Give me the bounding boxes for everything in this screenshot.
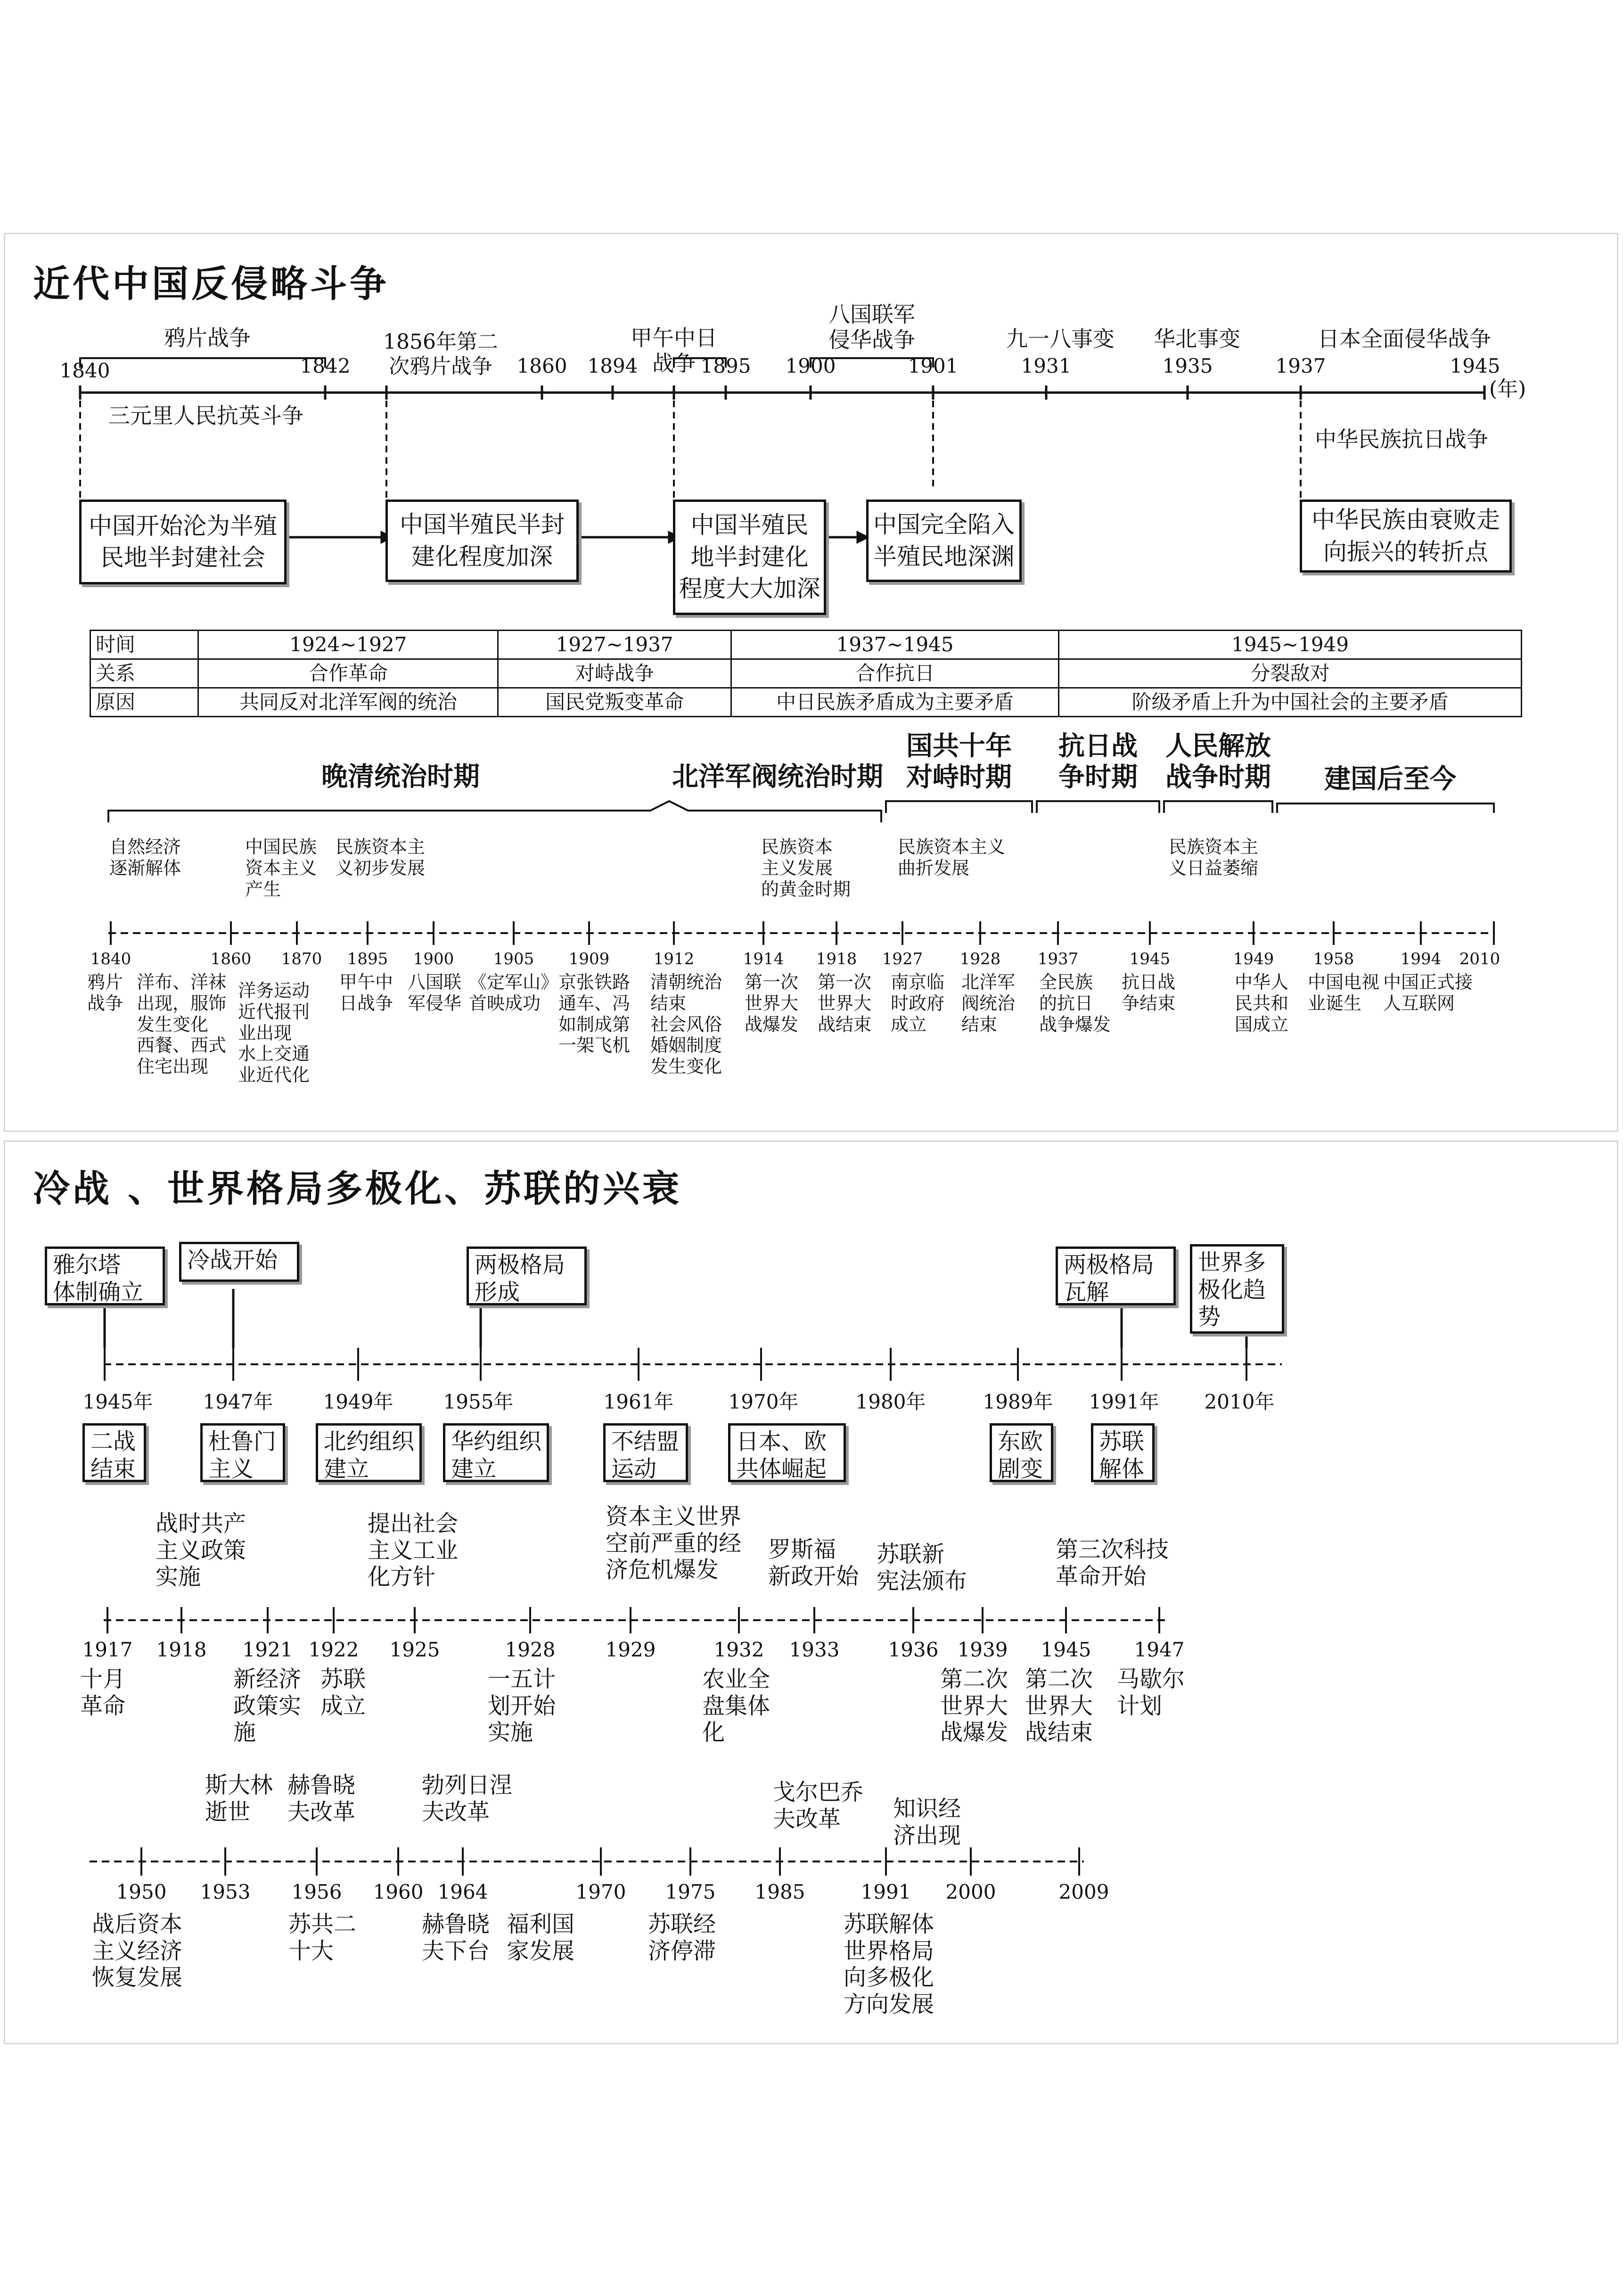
year-label: 1989年 <box>983 1390 1053 1413</box>
row-header: 原因 <box>90 688 198 717</box>
year-label: 1947 <box>1134 1638 1185 1661</box>
year-label: 1860 <box>210 950 252 968</box>
year-label: 1922 <box>308 1638 359 1661</box>
event-label: 资本主义世界 空前严重的经 济危机爆发 <box>606 1503 742 1583</box>
event-label: 农业全 盘集体 化 <box>702 1666 771 1746</box>
cold-war-top-box: 世界多 极化趋 势 <box>1190 1244 1284 1334</box>
event-full-invasion: 日本全面侵华战争 <box>1318 326 1491 352</box>
event-label: 福利国 家发展 <box>507 1911 575 1964</box>
year-label: 1842 <box>300 354 351 377</box>
period-label: 人民解放 战争时期 <box>1165 730 1271 793</box>
event-label: 一五计 划开始 实施 <box>488 1666 556 1746</box>
table-cell: 1937~1945 <box>731 631 1059 659</box>
year-label: 1953 <box>200 1880 251 1903</box>
table-cell: 阶级矛盾上升为中国社会的主要矛盾 <box>1059 688 1522 717</box>
year-label: 1970 <box>575 1880 626 1903</box>
period-label: 抗日战 争时期 <box>1058 730 1138 793</box>
event-label: 中华人 民共和 国成立 <box>1235 972 1289 1035</box>
year-label: 1956 <box>291 1880 342 1903</box>
year-label: 1909 <box>568 950 610 968</box>
event-label: 战后资本 主义经济 恢复发展 <box>92 1911 183 1991</box>
year-label: 1970年 <box>728 1390 799 1413</box>
consequence-box: 中国完全陷入 半殖民地深渊 <box>866 500 1022 582</box>
year-label: 1945 <box>1129 950 1171 968</box>
economy-note: 自然经济 逐渐解体 <box>109 836 181 878</box>
year-label: 1961年 <box>603 1390 674 1413</box>
table-cell: 国民党叛变革命 <box>498 688 731 717</box>
event-label: 新经济 政策实 施 <box>233 1666 302 1746</box>
year-label: 1918 <box>156 1638 207 1661</box>
event-label: 洋布、洋袜 出现，服饰 发生变化 西餐、西式 住宅出现 <box>137 972 227 1077</box>
table-cell: 中日民族矛盾成为主要矛盾 <box>731 688 1059 717</box>
cold-war-bottom-box: 苏联 解体 <box>1091 1423 1155 1482</box>
year-label: 1937 <box>1037 950 1079 968</box>
year-label: 2009 <box>1058 1880 1109 1903</box>
year-label: 1935 <box>1162 354 1213 377</box>
year-label: 1949年 <box>323 1390 393 1413</box>
row-header: 时间 <box>90 631 198 659</box>
year-label: 2010年 <box>1204 1390 1275 1413</box>
event-label: 南京临 时政府 成立 <box>891 972 945 1035</box>
consequence-box: 中国半殖民半封 建化程度加深 <box>385 500 579 582</box>
cold-war-bottom-box: 华约组织 建立 <box>443 1423 549 1482</box>
table-cell: 合作抗日 <box>731 659 1059 688</box>
year-label: 1994 <box>1400 950 1442 968</box>
year-label: 1975 <box>665 1880 716 1903</box>
event-label: 苏联 成立 <box>320 1666 366 1719</box>
cold-war-bottom-box: 北约组织 建立 <box>316 1423 422 1482</box>
year-label: 1870 <box>281 950 322 968</box>
period-label: 建国后至今 <box>1324 763 1456 795</box>
year-label: 1895 <box>700 354 751 377</box>
year-label: 1914 <box>743 950 784 968</box>
year-label: 1980年 <box>855 1390 926 1413</box>
year-label: 1917 <box>82 1638 133 1661</box>
cold-war-top-box: 两极格局 形成 <box>467 1246 587 1305</box>
table-cell: 对峙战争 <box>498 659 731 688</box>
year-label: 1958 <box>1313 950 1354 968</box>
cold-war-top-box: 冷战开始 <box>179 1242 299 1282</box>
event-anti-japanese-war: 中华民族抗日战争 <box>1315 426 1488 452</box>
year-label: 1856年第二 次鸦片战争 <box>383 330 498 378</box>
table-cell: 分裂敌对 <box>1059 659 1522 688</box>
event-north-china-incident: 华北事变 <box>1154 326 1240 352</box>
event-eight-nation-alliance: 八国联军 侵华战争 <box>828 302 915 353</box>
event-label: 苏共二 十大 <box>288 1911 357 1964</box>
cold-war-bottom-box: 二战 结束 <box>82 1423 146 1482</box>
event-label: 京张铁路 通车、冯 如制成第 一架飞机 <box>558 972 631 1056</box>
year-label: 1895 <box>347 950 388 968</box>
year-label: 1950 <box>116 1880 167 1903</box>
year-label: 1918 <box>816 950 857 968</box>
event-label: 勃列日涅 夫改革 <box>422 1772 513 1825</box>
event-label: 《定军山》 首映成功 <box>469 972 559 1014</box>
event-label: 知识经 济出现 <box>893 1796 961 1849</box>
event-label: 中国正式接 人互联网 <box>1383 972 1473 1014</box>
period-label: 国共十年 对峙时期 <box>906 730 1012 793</box>
year-label: 1947年 <box>203 1390 273 1413</box>
event-label: 第二次 世界大 战结束 <box>1025 1666 1093 1746</box>
year-label: 1929 <box>605 1638 656 1661</box>
year-label: 1991年 <box>1089 1390 1159 1413</box>
year-label: 1945 <box>1041 1638 1091 1661</box>
year-label: 2000 <box>945 1880 996 1903</box>
period-label: 晚清统治时期 <box>321 761 480 792</box>
event-sino-japanese-war: 甲午中日 战争 <box>631 325 717 377</box>
economy-note: 民族资本 主义发展 的黄金时期 <box>761 836 851 900</box>
year-label: 1900 <box>413 950 454 968</box>
year-label: 1945 <box>1450 354 1500 377</box>
cold-war-bottom-box: 日本、欧 共体崛起 <box>728 1423 846 1482</box>
year-label: 1933 <box>789 1638 840 1661</box>
event-label: 赫鲁晓 夫下台 <box>422 1911 490 1964</box>
economy-note: 中国民族 资本主义 产生 <box>245 836 317 900</box>
event-label: 戈尔巴乔 夫改革 <box>773 1779 864 1832</box>
event-label: 苏联经 济停滞 <box>648 1911 716 1964</box>
year-label: 1901 <box>908 354 959 377</box>
cold-war-top-box: 雅尔塔 体制确立 <box>45 1246 165 1305</box>
section-title-cold-war: 冷战 、世界格局多极化、苏联的兴衰 <box>33 1167 682 1210</box>
event-label: 甲午中 日战争 <box>339 972 393 1014</box>
year-label: 1949 <box>1233 950 1274 968</box>
event-label: 八国联 军侵华 <box>408 972 462 1014</box>
event-sanyuanli: 三元里人民抗英斗争 <box>108 403 303 428</box>
event-label: 全民族 的抗日 战争爆发 <box>1039 972 1111 1035</box>
year-label: 1932 <box>713 1638 764 1661</box>
event-label: 斯大林 逝世 <box>205 1772 273 1825</box>
year-label: 1894 <box>587 354 638 377</box>
event-label: 第三次科技 革命开始 <box>1056 1536 1169 1590</box>
event-label: 第一次 世界大 战爆发 <box>745 972 799 1035</box>
economy-note: 民族资本主义 曲折发展 <box>898 836 1006 878</box>
year-label: 1860 <box>516 354 567 377</box>
event-label: 赫鲁晓 夫改革 <box>287 1772 356 1825</box>
year-label: 1985 <box>754 1880 805 1903</box>
year-label: 1937 <box>1275 354 1326 377</box>
year-label: 1931 <box>1021 354 1072 377</box>
year-label: 1945年 <box>82 1390 153 1413</box>
consequence-box: 中国开始沦为半殖 民地半封建社会 <box>79 500 287 584</box>
cold-war-bottom-box: 东欧 剧变 <box>990 1423 1053 1482</box>
event-label: 中国电视 业诞生 <box>1308 972 1380 1014</box>
year-label: 1991 <box>861 1880 911 1903</box>
year-label: 1840 <box>90 950 131 968</box>
year-label: 1960 <box>373 1880 424 1903</box>
event-label: 十月 革命 <box>80 1666 126 1719</box>
cold-war-top-box: 两极格局 瓦解 <box>1056 1246 1176 1305</box>
event-label: 苏联解体 世界格局 向多极化 方向发展 <box>844 1911 934 2017</box>
year-label: 1925 <box>389 1638 440 1661</box>
table-cell: 1945~1949 <box>1059 631 1522 659</box>
year-label: 1840 <box>59 359 110 382</box>
event-918-incident: 九一八事变 <box>1006 326 1115 352</box>
year-label: 1921 <box>242 1638 293 1661</box>
year-label: 1905 <box>493 950 534 968</box>
event-label: 罗斯福 新政开始 <box>768 1536 859 1590</box>
year-label: 2010 <box>1459 950 1500 968</box>
cold-war-bottom-box: 不结盟 运动 <box>603 1423 688 1482</box>
event-opium-war: 鸦片战争 <box>164 325 251 351</box>
event-label: 马歇尔 计划 <box>1117 1666 1185 1719</box>
event-label: 战时共产 主义政策 实施 <box>156 1510 246 1591</box>
axis-unit: (年) <box>1489 377 1526 401</box>
consequence-box: 中国半殖民 地半封建化 程度大大加深 <box>673 500 826 615</box>
event-label: 抗日战 争结束 <box>1122 972 1176 1014</box>
section-title-modern-china: 近代中国反侵略斗争 <box>33 262 390 305</box>
year-label: 1928 <box>959 950 1001 968</box>
year-label: 1964 <box>437 1880 488 1903</box>
cold-war-bottom-box: 杜鲁门 主义 <box>200 1423 285 1482</box>
event-label: 第一次 世界大 战结束 <box>818 972 872 1035</box>
period-label: 北洋军阀统治时期 <box>672 761 883 792</box>
row-header: 关系 <box>90 659 198 688</box>
event-label: 苏联新 宪法颁布 <box>877 1541 967 1594</box>
year-label: 1927 <box>882 950 923 968</box>
event-label: 清朝统治 结束 社会风俗 婚姻制度 发生变化 <box>650 972 722 1077</box>
event-label: 北洋军 阀统治 结束 <box>961 972 1016 1035</box>
year-label: 1928 <box>505 1638 556 1661</box>
table-cell: 1927~1937 <box>498 631 731 659</box>
event-label: 第二次 世界大 战爆发 <box>940 1666 1008 1746</box>
table-cell: 1924~1927 <box>198 631 498 659</box>
economy-note: 民族资本主 义日益萎缩 <box>1169 836 1259 878</box>
year-label: 1955年 <box>443 1390 514 1413</box>
year-label: 1939 <box>957 1638 1008 1661</box>
year-label: 1912 <box>653 950 695 968</box>
economy-note: 民族资本主 义初步发展 <box>336 836 426 878</box>
event-label: 鸦片 战争 <box>87 972 123 1014</box>
event-label: 提出社会 主义工业 化方针 <box>368 1510 459 1591</box>
table-cell: 共同反对北洋军阀的统治 <box>198 688 498 717</box>
table-cell: 合作革命 <box>198 659 498 688</box>
year-label: 1900 <box>785 354 836 377</box>
event-label: 洋务运动 近代报刊 业出现 水上交通 业近代化 <box>238 980 310 1086</box>
year-label: 1936 <box>888 1638 939 1661</box>
consequence-box: 中华民族由衰败走 向振兴的转折点 <box>1300 500 1512 573</box>
